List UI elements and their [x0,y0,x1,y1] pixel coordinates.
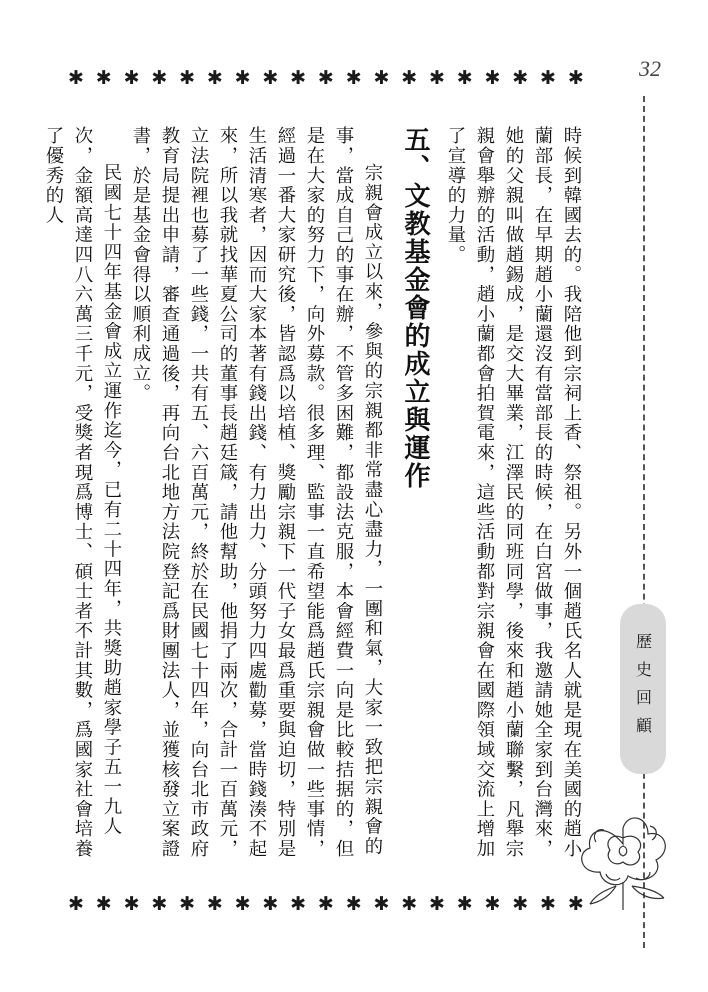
ornament-glyph-icon: ✱ [317,893,334,915]
ornament-glyph-icon: ✱ [262,893,279,915]
ornament-glyph-icon: ✱ [428,67,445,89]
ornament-glyph-icon: ✱ [68,67,84,89]
ornament-glyph-icon: ✱ [151,893,168,915]
ornament-glyph-icon: ✱ [484,67,501,89]
section-tab [620,604,666,774]
ornament-glyph-icon: ✱ [512,893,529,915]
ornament-glyph-icon: ✱ [401,893,418,915]
paragraph-scholarships: 民國七十四年基金會成立運作迄今，已有二十四年，共獎助趙家學子五一九人次，金額高達四八六萬三千元，受獎者現爲博士、碩士者不計其數，爲國家社會培養了優秀的人 [43,126,122,859]
ornament-glyph-icon: ✱ [567,67,584,89]
paragraph-foundation: 宗親會成立以來，參與的宗親都非常盡心盡力，一團和氣，大家一致把宗親會的事，當成自己的事在辦，不管多困難，都設法克服，本會經費一向是比較拮据的，但是在大家的努力下，向外募款。很多理、監事一直希望能爲趙氏宗親會做一些事情，經過一番大家研究後，皆認爲以培植、獎勵宗親下一代子女最爲重要與迫切，特別是生活清寒者，因而大家本著有錢出錢、有力出力、分頭努力四處勸募，當時錢湊不起來，所以我就找華夏公司的董事長趙廷箴，請他幫助，他捐了兩次，合計一百萬元，立法院裡也募了一些錢，一共有五、六百萬元，終於在民國七十四年，向台北市政府教育局提出申請，審查通過後，再向台北地方法院登記爲財團法人，並獲核發立案證書，於是基金會得以順利成立。 [130,126,383,859]
ornament-glyph-icon: ✱ [484,893,501,915]
ornament-glyph-icon: ✱ [345,893,362,915]
ornament-glyph-icon: ✱ [179,893,196,915]
ornament-glyph-icon: ✱ [290,893,307,915]
ornament-glyph-icon: ✱ [317,67,334,89]
ornament-glyph-icon: ✱ [428,893,445,915]
ornament-glyph-icon: ✱ [540,67,556,89]
ornament-glyph-icon: ✱ [151,67,168,89]
ornament-glyph-icon: ✱ [123,67,140,89]
ornament-glyph-icon: ✱ [512,67,529,89]
ornament-glyph-icon: ✱ [290,67,307,89]
ornament-glyph-icon: ✱ [540,893,556,915]
ornament-glyph-icon: ✱ [373,67,390,89]
ornament-glyph-icon: ✱ [567,893,584,915]
ornament-glyph-icon: ✱ [456,67,473,89]
ornament-glyph-icon: ✱ [179,67,196,89]
body-text-column [43,126,586,862]
bottom-ornament-border [66,893,586,915]
section-tab-label: 歷史回顧 [633,633,653,745]
ornament-glyph-icon: ✱ [206,67,223,89]
ornament-glyph-icon: ✱ [345,67,362,89]
ornament-glyph-icon: ✱ [68,893,84,915]
paragraph-before-heading: 時候到韓國去的。我陪他到宗祠上香、祭祖。另外一個趙氏名人就是現在美國的趙小蘭部長，在早期趙小蘭還沒有當部長的時候，在白宮做事，我邀請她全家到台灣來，她的父親叫做趙錫成，是交大畢業，江澤民的同班同學，後來和趙小蘭聯繫，凡舉宗親會舉辦的活動，趙小蘭都會拍賀電來，這些活動都對宗親會在國際領域交流上增加了宣導的力量。 [445,126,582,859]
section-heading: 五、文教基金會的成立與運作 [400,126,430,490]
ornament-glyph-icon: ✱ [206,893,223,915]
top-ornament-border [66,67,586,89]
ornament-glyph-icon: ✱ [95,67,112,89]
page-number: 32 [639,56,661,81]
ornament-glyph-icon: ✱ [373,893,390,915]
ornament-glyph-icon: ✱ [123,893,140,915]
ornament-glyph-icon: ✱ [401,67,418,89]
ornament-glyph-icon: ✱ [234,67,251,89]
ornament-glyph-icon: ✱ [95,893,112,915]
ornament-glyph-icon: ✱ [234,893,251,915]
ornament-glyph-icon: ✱ [262,67,279,89]
ornament-glyph-icon: ✱ [456,893,473,915]
